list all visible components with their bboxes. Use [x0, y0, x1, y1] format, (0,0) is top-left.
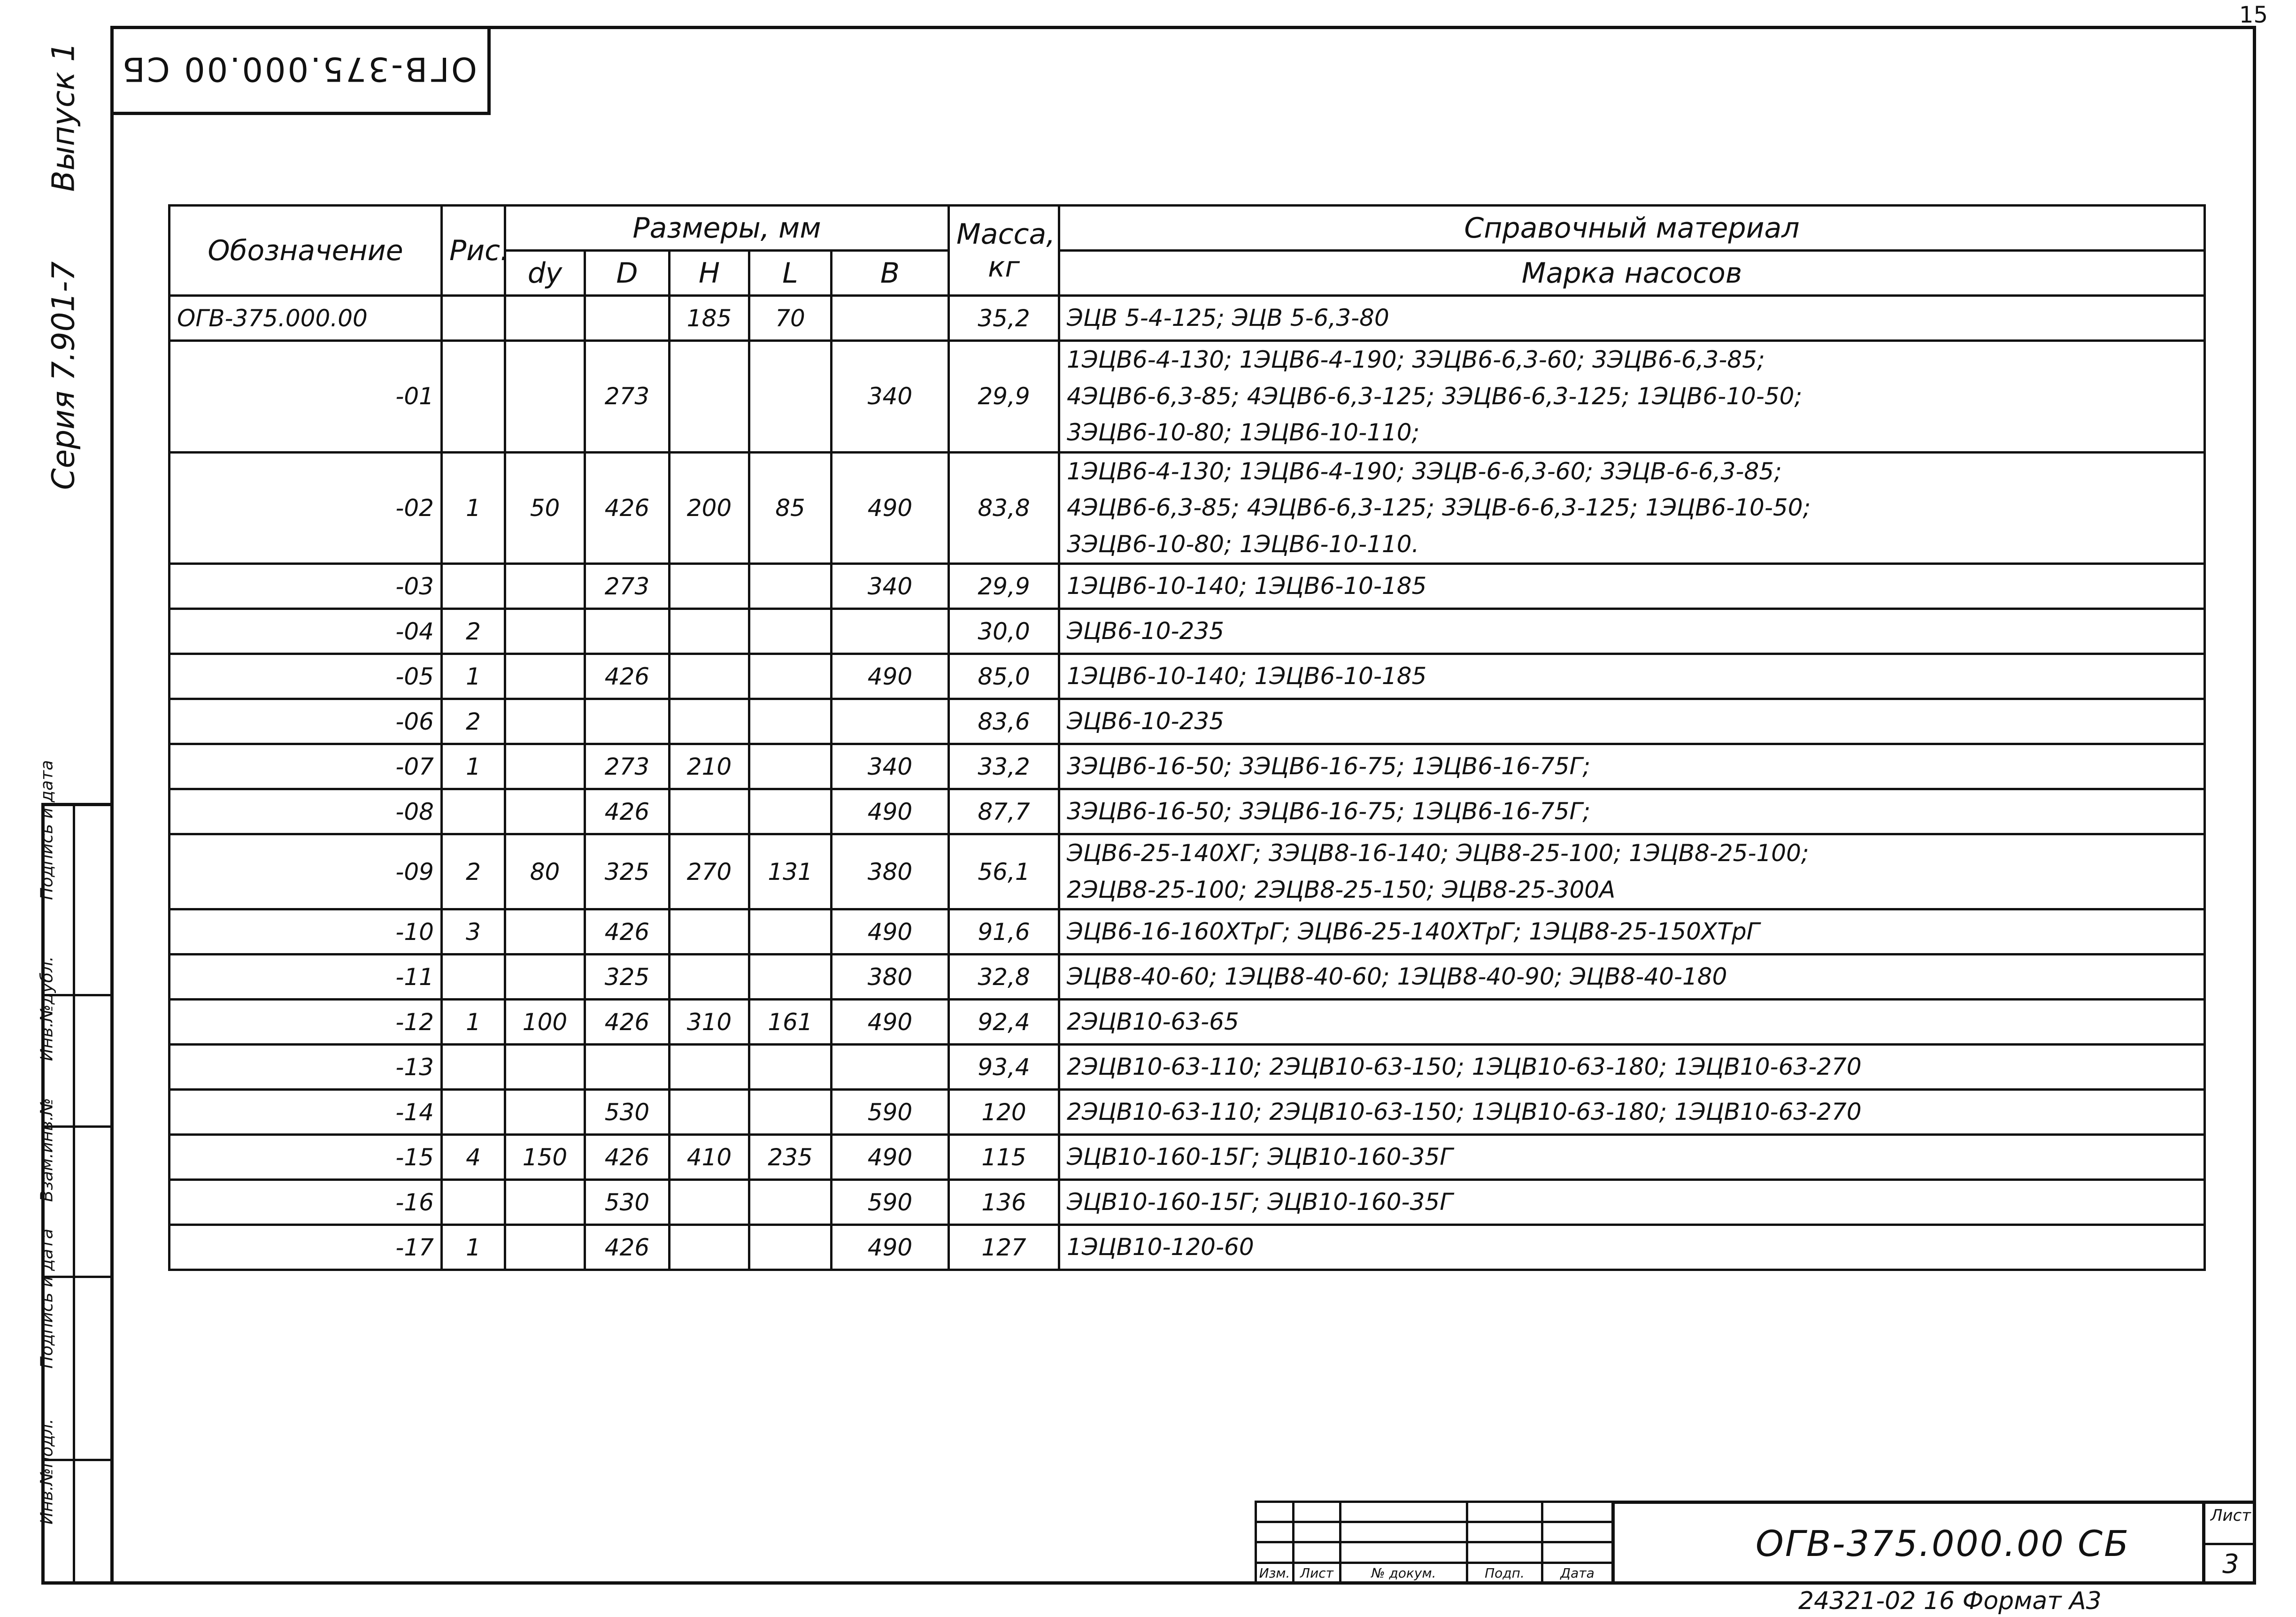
pump-line: ЭЦВ10-160-15Г; ЭЦВ10-160-35Г [1067, 1143, 1453, 1170]
cell-L [749, 341, 832, 453]
cell-L [749, 1225, 832, 1270]
table-row [170, 1045, 2205, 1090]
cell-D [585, 609, 670, 654]
pump-line: 3ЭЦВ6-10-80; 1ЭЦВ6-10-110; [1067, 419, 1420, 446]
cell-dy [505, 654, 585, 699]
rotated-code-box [110, 26, 491, 115]
cell-H [670, 1225, 749, 1270]
cell-pumps [1059, 1225, 2205, 1270]
cell-B: 340 [832, 341, 949, 453]
pump-line: 3ЭЦВ6-16-50; 3ЭЦВ6-16-75; 1ЭЦВ6-16-75Г; [1067, 752, 1591, 780]
rev-label-doc: № докум. [1341, 1563, 1467, 1583]
cell-dy: 50 [505, 452, 585, 564]
strip-cell-sign-date-2: Подпись и дата [37, 760, 57, 900]
cell-D: 426 [585, 789, 670, 834]
cell-pumps [1059, 452, 2205, 564]
cell-fig: 3 [442, 909, 505, 955]
corner-sheet-number: 15 [2239, 2, 2268, 28]
cell-H: 310 [670, 1000, 749, 1045]
col-dimensions: Размеры, мм [505, 206, 949, 251]
cell-designation: -07 [170, 744, 442, 789]
table-row [170, 909, 2205, 955]
cell-fig [442, 341, 505, 453]
col-L: L [749, 251, 832, 296]
cell-mass: 136 [949, 1180, 1059, 1225]
cell-fig [442, 564, 505, 609]
cell-H [670, 341, 749, 453]
cell-designation: ОГВ-375.000.00 [170, 296, 442, 341]
cell-H: 270 [670, 834, 749, 909]
cell-L [749, 654, 832, 699]
pump-line: 2ЭЦВ8-25-100; 2ЭЦВ8-25-150; ЭЦВ8-25-300А [1067, 876, 1616, 903]
cell-L [749, 564, 832, 609]
cell-D: 426 [585, 909, 670, 955]
cell-L: 85 [749, 452, 832, 564]
table-row [170, 1000, 2205, 1045]
spec-table-body [170, 296, 2205, 1270]
cell-H [670, 564, 749, 609]
cell-L [749, 789, 832, 834]
cell-D [585, 699, 670, 744]
pump-line: ЭЦВ6-16-160ХТрГ; ЭЦВ6-25-140ХТрГ; 1ЭЦВ8-25-150ХТрГ [1067, 917, 1760, 945]
cell-mass: 33,2 [949, 744, 1059, 789]
cell-mass: 85,0 [949, 654, 1059, 699]
cell-H [670, 654, 749, 699]
col-reference: Справочный материал [1059, 206, 2205, 251]
cell-dy [505, 1090, 585, 1135]
cell-pumps [1059, 834, 2205, 909]
cell-D: 530 [585, 1180, 670, 1225]
col-D: D [585, 251, 670, 296]
cell-fig: 1 [442, 452, 505, 564]
table-row [170, 1180, 2205, 1225]
pump-line: ЭЦВ6-25-140ХГ; 3ЭЦВ8-16-140; ЭЦВ8-25-100; 1ЭЦВ8-25-100; [1067, 839, 1809, 867]
cell-D: 325 [585, 955, 670, 1000]
cell-fig: 2 [442, 834, 505, 909]
cell-fig [442, 296, 505, 341]
cell-B: 490 [832, 452, 949, 564]
table-row [170, 955, 2205, 1000]
cell-L [749, 1045, 832, 1090]
cell-B: 340 [832, 564, 949, 609]
cell-pumps [1059, 1000, 2205, 1045]
cell-pumps [1059, 955, 2205, 1000]
cell-dy [505, 909, 585, 955]
cell-B: 490 [832, 1135, 949, 1180]
spec-table [168, 204, 2206, 1271]
cell-mass: 87,7 [949, 789, 1059, 834]
rotated-code: ОГВ-375.000.00 СБ [120, 49, 477, 88]
cell-mass: 83,6 [949, 699, 1059, 744]
cell-dy [505, 744, 585, 789]
cell-pumps [1059, 296, 2205, 341]
table-row [170, 789, 2205, 834]
series-label: Серия 7.901-7 [45, 261, 82, 490]
cell-L: 131 [749, 834, 832, 909]
rev-label-sign: Подп. [1467, 1563, 1542, 1583]
cell-fig: 2 [442, 699, 505, 744]
cell-H: 410 [670, 1135, 749, 1180]
cell-fig [442, 955, 505, 1000]
cell-dy [505, 955, 585, 1000]
cell-mass: 56,1 [949, 834, 1059, 909]
cell-B: 490 [832, 909, 949, 955]
pump-line: 1ЭЦВ6-4-130; 1ЭЦВ6-4-190; 3ЭЦВ-6-6,3-60; 3ЭЦВ-6-6,3-85; [1067, 457, 1782, 485]
cell-dy [505, 1045, 585, 1090]
pump-line: 1ЭЦВ6-10-140; 1ЭЦВ6-10-185 [1067, 662, 1427, 690]
cell-dy [505, 296, 585, 341]
table-row [170, 341, 2205, 453]
cell-B: 340 [832, 744, 949, 789]
side-strip [37, 760, 110, 1585]
pump-line: 2ЭЦВ10-63-110; 2ЭЦВ10-63-150; 1ЭЦВ10-63-180; 1ЭЦВ10-63-270 [1067, 1053, 1862, 1080]
table-row [170, 654, 2205, 699]
cell-pumps [1059, 1135, 2205, 1180]
cell-designation: -16 [170, 1180, 442, 1225]
cell-pumps [1059, 744, 2205, 789]
strip-cell-inv-podl: Инв.№подл. [45, 1459, 110, 1588]
cell-pumps [1059, 1180, 2205, 1225]
pump-line: ЭЦВ10-160-15Г; ЭЦВ10-160-35Г [1067, 1188, 1453, 1216]
pump-line: 3ЭЦВ6-10-80; 1ЭЦВ6-10-110. [1067, 530, 1419, 558]
cell-designation: -17 [170, 1225, 442, 1270]
cell-fig [442, 1090, 505, 1135]
cell-fig: 1 [442, 744, 505, 789]
pump-line: ЭЦВ8-40-60; 1ЭЦВ8-40-60; 1ЭЦВ8-40-90; ЭЦВ8-40-180 [1067, 962, 1727, 990]
cell-B [832, 609, 949, 654]
revision-grid [1255, 1501, 1614, 1585]
cell-D [585, 1045, 670, 1090]
pump-line: 1ЭЦВ6-4-130; 1ЭЦВ6-4-190; 3ЭЦВ6-6,3-60; 3ЭЦВ6-6,3-85; [1067, 346, 1765, 373]
cell-dy [505, 1180, 585, 1225]
cell-dy [505, 699, 585, 744]
cell-D: 426 [585, 654, 670, 699]
cell-mass: 29,9 [949, 341, 1059, 453]
cell-dy [505, 341, 585, 453]
cell-mass: 127 [949, 1225, 1059, 1270]
table-row [170, 452, 2205, 564]
cell-H [670, 699, 749, 744]
cell-B [832, 296, 949, 341]
format-note: 24321-02 16 Формат А3 [1798, 1587, 2102, 1615]
cell-B: 590 [832, 1090, 949, 1135]
cell-fig: 1 [442, 1225, 505, 1270]
title-block-main [1611, 1501, 2256, 1585]
col-dy: dy [505, 251, 585, 296]
cell-dy [505, 564, 585, 609]
title-block [1255, 1501, 2256, 1585]
rev-label-list: Лист [1294, 1563, 1341, 1583]
cell-H [670, 1180, 749, 1225]
table-row [170, 834, 2205, 909]
cell-designation: -03 [170, 564, 442, 609]
pump-line: 1ЭЦВ6-10-140; 1ЭЦВ6-10-185 [1067, 572, 1427, 600]
cell-H [670, 909, 749, 955]
cell-fig [442, 789, 505, 834]
cell-mass: 92,4 [949, 1000, 1059, 1045]
cell-mass: 32,8 [949, 955, 1059, 1000]
cell-L: 161 [749, 1000, 832, 1045]
cell-mass: 29,9 [949, 564, 1059, 609]
col-H: H [670, 251, 749, 296]
cell-mass: 93,4 [949, 1045, 1059, 1090]
cell-dy: 100 [505, 1000, 585, 1045]
cell-H: 210 [670, 744, 749, 789]
cell-D: 426 [585, 1000, 670, 1045]
pump-line: 3ЭЦВ6-16-50; 3ЭЦВ6-16-75; 1ЭЦВ6-16-75Г; [1067, 797, 1591, 825]
cell-L [749, 699, 832, 744]
cell-L [749, 744, 832, 789]
cell-designation: -08 [170, 789, 442, 834]
table-row [170, 609, 2205, 654]
cell-pumps [1059, 1090, 2205, 1135]
cell-L [749, 955, 832, 1000]
pump-line: ЭЦВ6-10-235 [1067, 617, 1225, 645]
cell-dy: 150 [505, 1135, 585, 1180]
pump-line: ЭЦВ 5-4-125; ЭЦВ 5-6,3-80 [1067, 304, 1389, 331]
cell-designation: -15 [170, 1135, 442, 1180]
sheet-number: 3 [2205, 1543, 2256, 1579]
cell-pumps [1059, 1045, 2205, 1090]
cell-pumps [1059, 699, 2205, 744]
cell-D: 530 [585, 1090, 670, 1135]
col-mass: Масса, кг [949, 206, 1059, 296]
sheet-box [2202, 1501, 2256, 1585]
table-row [170, 699, 2205, 744]
document-number: ОГВ-375.000.00 СБ [1756, 1523, 2130, 1564]
table-row [170, 296, 2205, 341]
cell-H [670, 609, 749, 654]
cell-B: 490 [832, 789, 949, 834]
pump-line: 2ЭЦВ10-63-110; 2ЭЦВ10-63-150; 1ЭЦВ10-63-180; 1ЭЦВ10-63-270 [1067, 1098, 1862, 1125]
cell-dy [505, 609, 585, 654]
cell-L: 235 [749, 1135, 832, 1180]
cell-D: 273 [585, 744, 670, 789]
cell-B [832, 1045, 949, 1090]
cell-fig: 1 [442, 1000, 505, 1045]
sheet-label: Лист [2210, 1506, 2251, 1525]
cell-fig: 1 [442, 654, 505, 699]
cell-mass: 91,6 [949, 909, 1059, 955]
table-row [170, 1225, 2205, 1270]
cell-D: 273 [585, 564, 670, 609]
cell-pumps [1059, 609, 2205, 654]
cell-mass: 83,8 [949, 452, 1059, 564]
cell-D: 426 [585, 1135, 670, 1180]
cell-B: 490 [832, 1225, 949, 1270]
cell-H: 200 [670, 452, 749, 564]
cell-B: 490 [832, 1000, 949, 1045]
cell-B [832, 699, 949, 744]
cell-pumps [1059, 564, 2205, 609]
cell-designation: -04 [170, 609, 442, 654]
issue-label: Выпуск 1 [45, 42, 82, 192]
col-designation: Обозначение [170, 206, 442, 296]
cell-D: 325 [585, 834, 670, 909]
cell-mass: 120 [949, 1090, 1059, 1135]
cell-designation: -02 [170, 452, 442, 564]
cell-D [585, 296, 670, 341]
cell-L [749, 1090, 832, 1135]
pump-line: ЭЦВ6-10-235 [1067, 707, 1225, 735]
table-row [170, 1090, 2205, 1135]
strip-cell-inv-dubl: Инв.№дубл. [45, 994, 110, 1125]
table-row [170, 564, 2205, 609]
cell-fig: 2 [442, 609, 505, 654]
cell-mass: 115 [949, 1135, 1059, 1180]
cell-fig [442, 1045, 505, 1090]
table-row [170, 1135, 2205, 1180]
cell-D: 426 [585, 452, 670, 564]
cell-L [749, 609, 832, 654]
cell-B: 380 [832, 955, 949, 1000]
cell-pumps [1059, 909, 2205, 955]
cell-L [749, 909, 832, 955]
cell-pumps [1059, 789, 2205, 834]
cell-designation: -05 [170, 654, 442, 699]
cell-designation: -10 [170, 909, 442, 955]
cell-H [670, 1090, 749, 1135]
cell-D: 426 [585, 1225, 670, 1270]
cell-H: 185 [670, 296, 749, 341]
col-pumps: Марка насосов [1059, 251, 2205, 296]
cell-H [670, 955, 749, 1000]
pump-line: 4ЭЦВ6-6,3-85; 4ЭЦВ6-6,3-125; 3ЭЦВ-6-6,3-125; 1ЭЦВ6-10-50; [1067, 494, 1811, 521]
table-row [170, 744, 2205, 789]
cell-H [670, 789, 749, 834]
strip-cell-sign-date-1: Подпись и дата [45, 1276, 110, 1459]
strip-cell-vzam-inv: Взам.инв.№ [45, 1125, 110, 1276]
cell-dy: 80 [505, 834, 585, 909]
cell-designation: -13 [170, 1045, 442, 1090]
cell-mass: 35,2 [949, 296, 1059, 341]
pump-line: 4ЭЦВ6-6,3-85; 4ЭЦВ6-6,3-125; 3ЭЦВ6-6,3-125; 1ЭЦВ6-10-50; [1067, 382, 1803, 410]
col-B: B [832, 251, 949, 296]
cell-pumps [1059, 654, 2205, 699]
pump-line: 1ЭЦВ10-120-60 [1067, 1233, 1254, 1261]
cell-designation: -11 [170, 955, 442, 1000]
cell-B: 380 [832, 834, 949, 909]
cell-L [749, 1180, 832, 1225]
pump-line: 2ЭЦВ10-63-65 [1067, 1008, 1239, 1035]
cell-designation: -09 [170, 834, 442, 909]
cell-dy [505, 1225, 585, 1270]
cell-H [670, 1045, 749, 1090]
cell-D: 273 [585, 341, 670, 453]
col-fig: Рис. [442, 206, 505, 296]
cell-dy [505, 789, 585, 834]
cell-B: 590 [832, 1180, 949, 1225]
cell-designation: -06 [170, 699, 442, 744]
cell-pumps [1059, 341, 2205, 453]
cell-fig: 4 [442, 1135, 505, 1180]
cell-designation: -01 [170, 341, 442, 453]
cell-designation: -12 [170, 1000, 442, 1045]
rev-label-izm: Изм. [1256, 1563, 1294, 1583]
rev-label-date: Дата [1542, 1563, 1613, 1583]
cell-designation: -14 [170, 1090, 442, 1135]
cell-L: 70 [749, 296, 832, 341]
cell-fig [442, 1180, 505, 1225]
cell-B: 490 [832, 654, 949, 699]
cell-mass: 30,0 [949, 609, 1059, 654]
